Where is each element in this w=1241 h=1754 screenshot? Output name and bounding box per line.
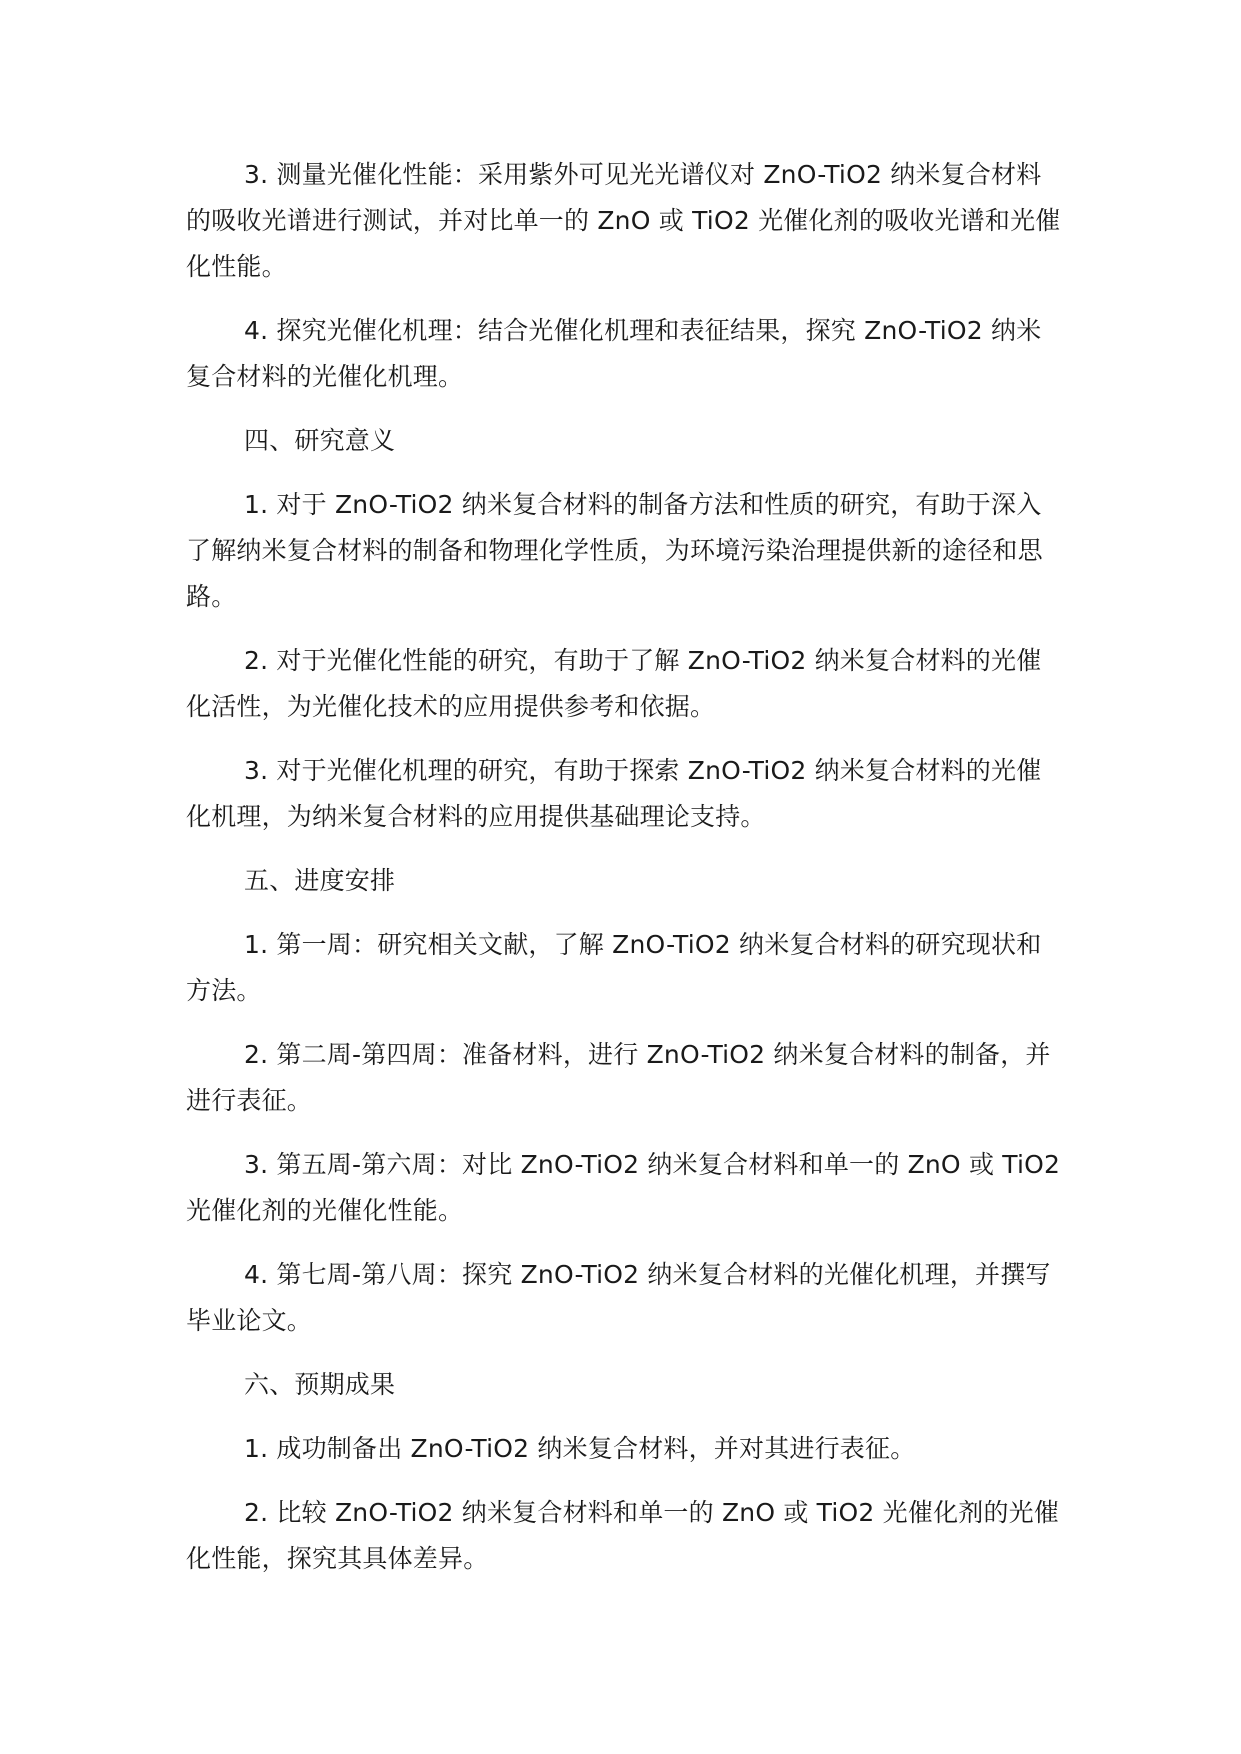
document-body — [186, 152, 1066, 1600]
paragraph-schedule-week-1: 1. 第一周：研究相关文献，了解 ZnO-TiO2 纳米复合材料的研究现状和方法。 — [186, 930, 1042, 1005]
paragraph-significance-2: 2. 对于光催化性能的研究，有助于了解 ZnO-TiO2 纳米复合材料的光催化活性，为光催化技术的应用提供参考和依据。 — [186, 646, 1042, 721]
section-heading-expected-results: 六、预期成果 — [244, 1370, 396, 1399]
paragraph-significance-3: 3. 对于光催化机理的研究，有助于探索 ZnO-TiO2 纳米复合材料的光催化机理，为纳米复合材料的应用提供基础理论支持。 — [186, 756, 1042, 831]
paragraph-schedule-week-7-8: 4. 第七周-第八周：探究 ZnO-TiO2 纳米复合材料的光催化机理，并撰写毕业论文。 — [186, 1260, 1051, 1335]
paragraph-explore-mechanism: 4. 探究光催化机理：结合光催化机理和表征结果，探究 ZnO-TiO2 纳米复合材料的光催化机理。 — [186, 316, 1042, 391]
paragraph-schedule-week-5-6: 3. 第五周-第六周：对比 ZnO-TiO2 纳米复合材料和单一的 ZnO 或 TiO2 光催化剂的光催化性能。 — [186, 1150, 1061, 1225]
section-heading-research-significance: 四、研究意义 — [244, 426, 396, 455]
paragraph-significance-1: 1. 对于 ZnO-TiO2 纳米复合材料的制备方法和性质的研究，有助于深入了解纳米复合材料的制备和物理化学性质，为环境污染治理提供新的途径和思路。 — [186, 490, 1043, 611]
section-heading-schedule: 五、进度安排 — [244, 866, 396, 895]
paragraph-expected-result-1: 1. 成功制备出 ZnO-TiO2 纳米复合材料，并对其进行表征。 — [244, 1434, 916, 1463]
paragraph-schedule-week-2-4: 2. 第二周-第四周：准备材料，进行 ZnO-TiO2 纳米复合材料的制备，并进行表征。 — [186, 1040, 1051, 1115]
paragraph-measure-photocatalytic-performance: 3. 测量光催化性能：采用紫外可见光光谱仪对 ZnO-TiO2 纳米复合材料的吸收光谱进行测试，并对比单一的 ZnO 或 TiO2 光催化剂的吸收光谱和光催化性能。 — [186, 160, 1061, 281]
paragraph-expected-result-2: 2. 比较 ZnO-TiO2 纳米复合材料和单一的 ZnO 或 TiO2 光催化剂的光催化性能，探究其具体差异。 — [186, 1498, 1060, 1573]
